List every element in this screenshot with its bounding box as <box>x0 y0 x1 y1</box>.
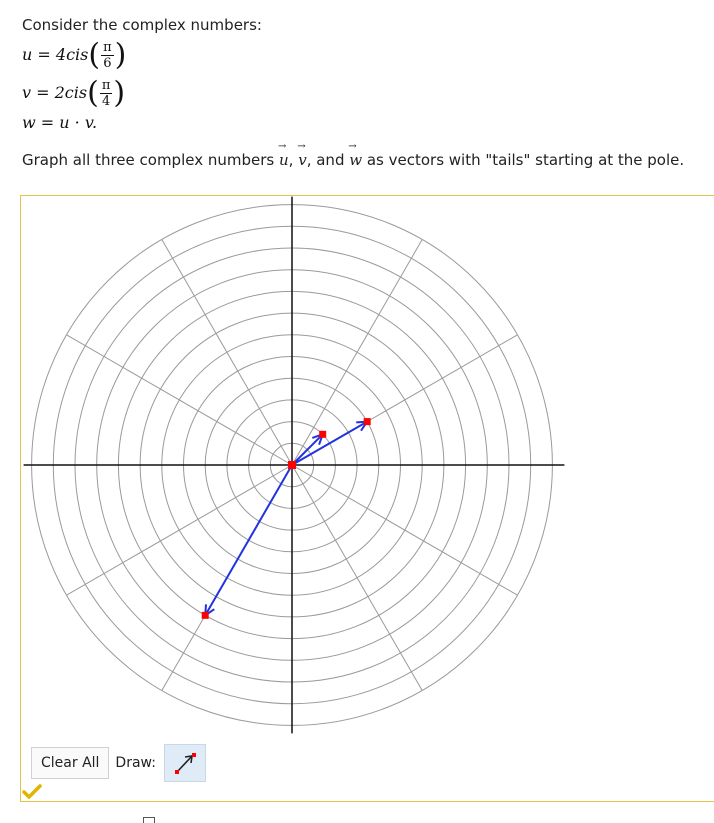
vector-u-endpoint[interactable] <box>364 418 371 425</box>
polar-graph[interactable] <box>20 195 714 745</box>
equation-w-text: w = u · v. <box>22 113 98 132</box>
v-denominator: 4 <box>101 94 111 109</box>
vector-u-symbol: → u <box>279 151 289 169</box>
equation-u: u = 4cis( $\frac{\pi}{6}$ ) <box>22 37 127 73</box>
instruction-part-b: as vectors with "tails" starting at the pole. <box>362 151 685 169</box>
pole-point[interactable] <box>288 461 296 469</box>
vector-w <box>205 465 292 615</box>
equation-v-lhs: v = 2cis <box>22 83 88 102</box>
partial-icon <box>143 817 155 823</box>
vector-v-symbol: → v <box>298 151 306 169</box>
vector-v-endpoint[interactable] <box>319 431 326 438</box>
vector-tool-button[interactable] <box>164 744 206 782</box>
instruction-part-a: Graph all three complex numbers <box>22 151 279 169</box>
u-denominator: 6 <box>103 56 112 71</box>
vector-u <box>292 422 367 465</box>
checkmark-icon <box>22 783 42 799</box>
u-numerator: π <box>103 40 112 55</box>
instruction-sep-2: , and <box>306 151 350 169</box>
instruction-text <box>22 151 684 169</box>
vector-arrow-icon <box>170 748 200 778</box>
draw-label: Draw: <box>115 755 156 771</box>
vector-w-symbol: → w <box>349 151 362 169</box>
equation-v: v = 2cis( $\frac{\pi}{4}$ ) <box>22 75 126 111</box>
intro-text: Consider the complex numbers: <box>22 16 262 34</box>
equation-u-lhs: u = 4cis <box>22 45 89 64</box>
clear-all-button[interactable]: Clear All <box>31 747 109 779</box>
v-numerator: π <box>101 78 111 93</box>
equation-w <box>22 113 97 132</box>
vectors-layer[interactable] <box>202 418 371 619</box>
vector-w-endpoint[interactable] <box>202 612 209 619</box>
toolbar <box>31 744 206 782</box>
instruction-sep-1: , <box>288 151 299 169</box>
